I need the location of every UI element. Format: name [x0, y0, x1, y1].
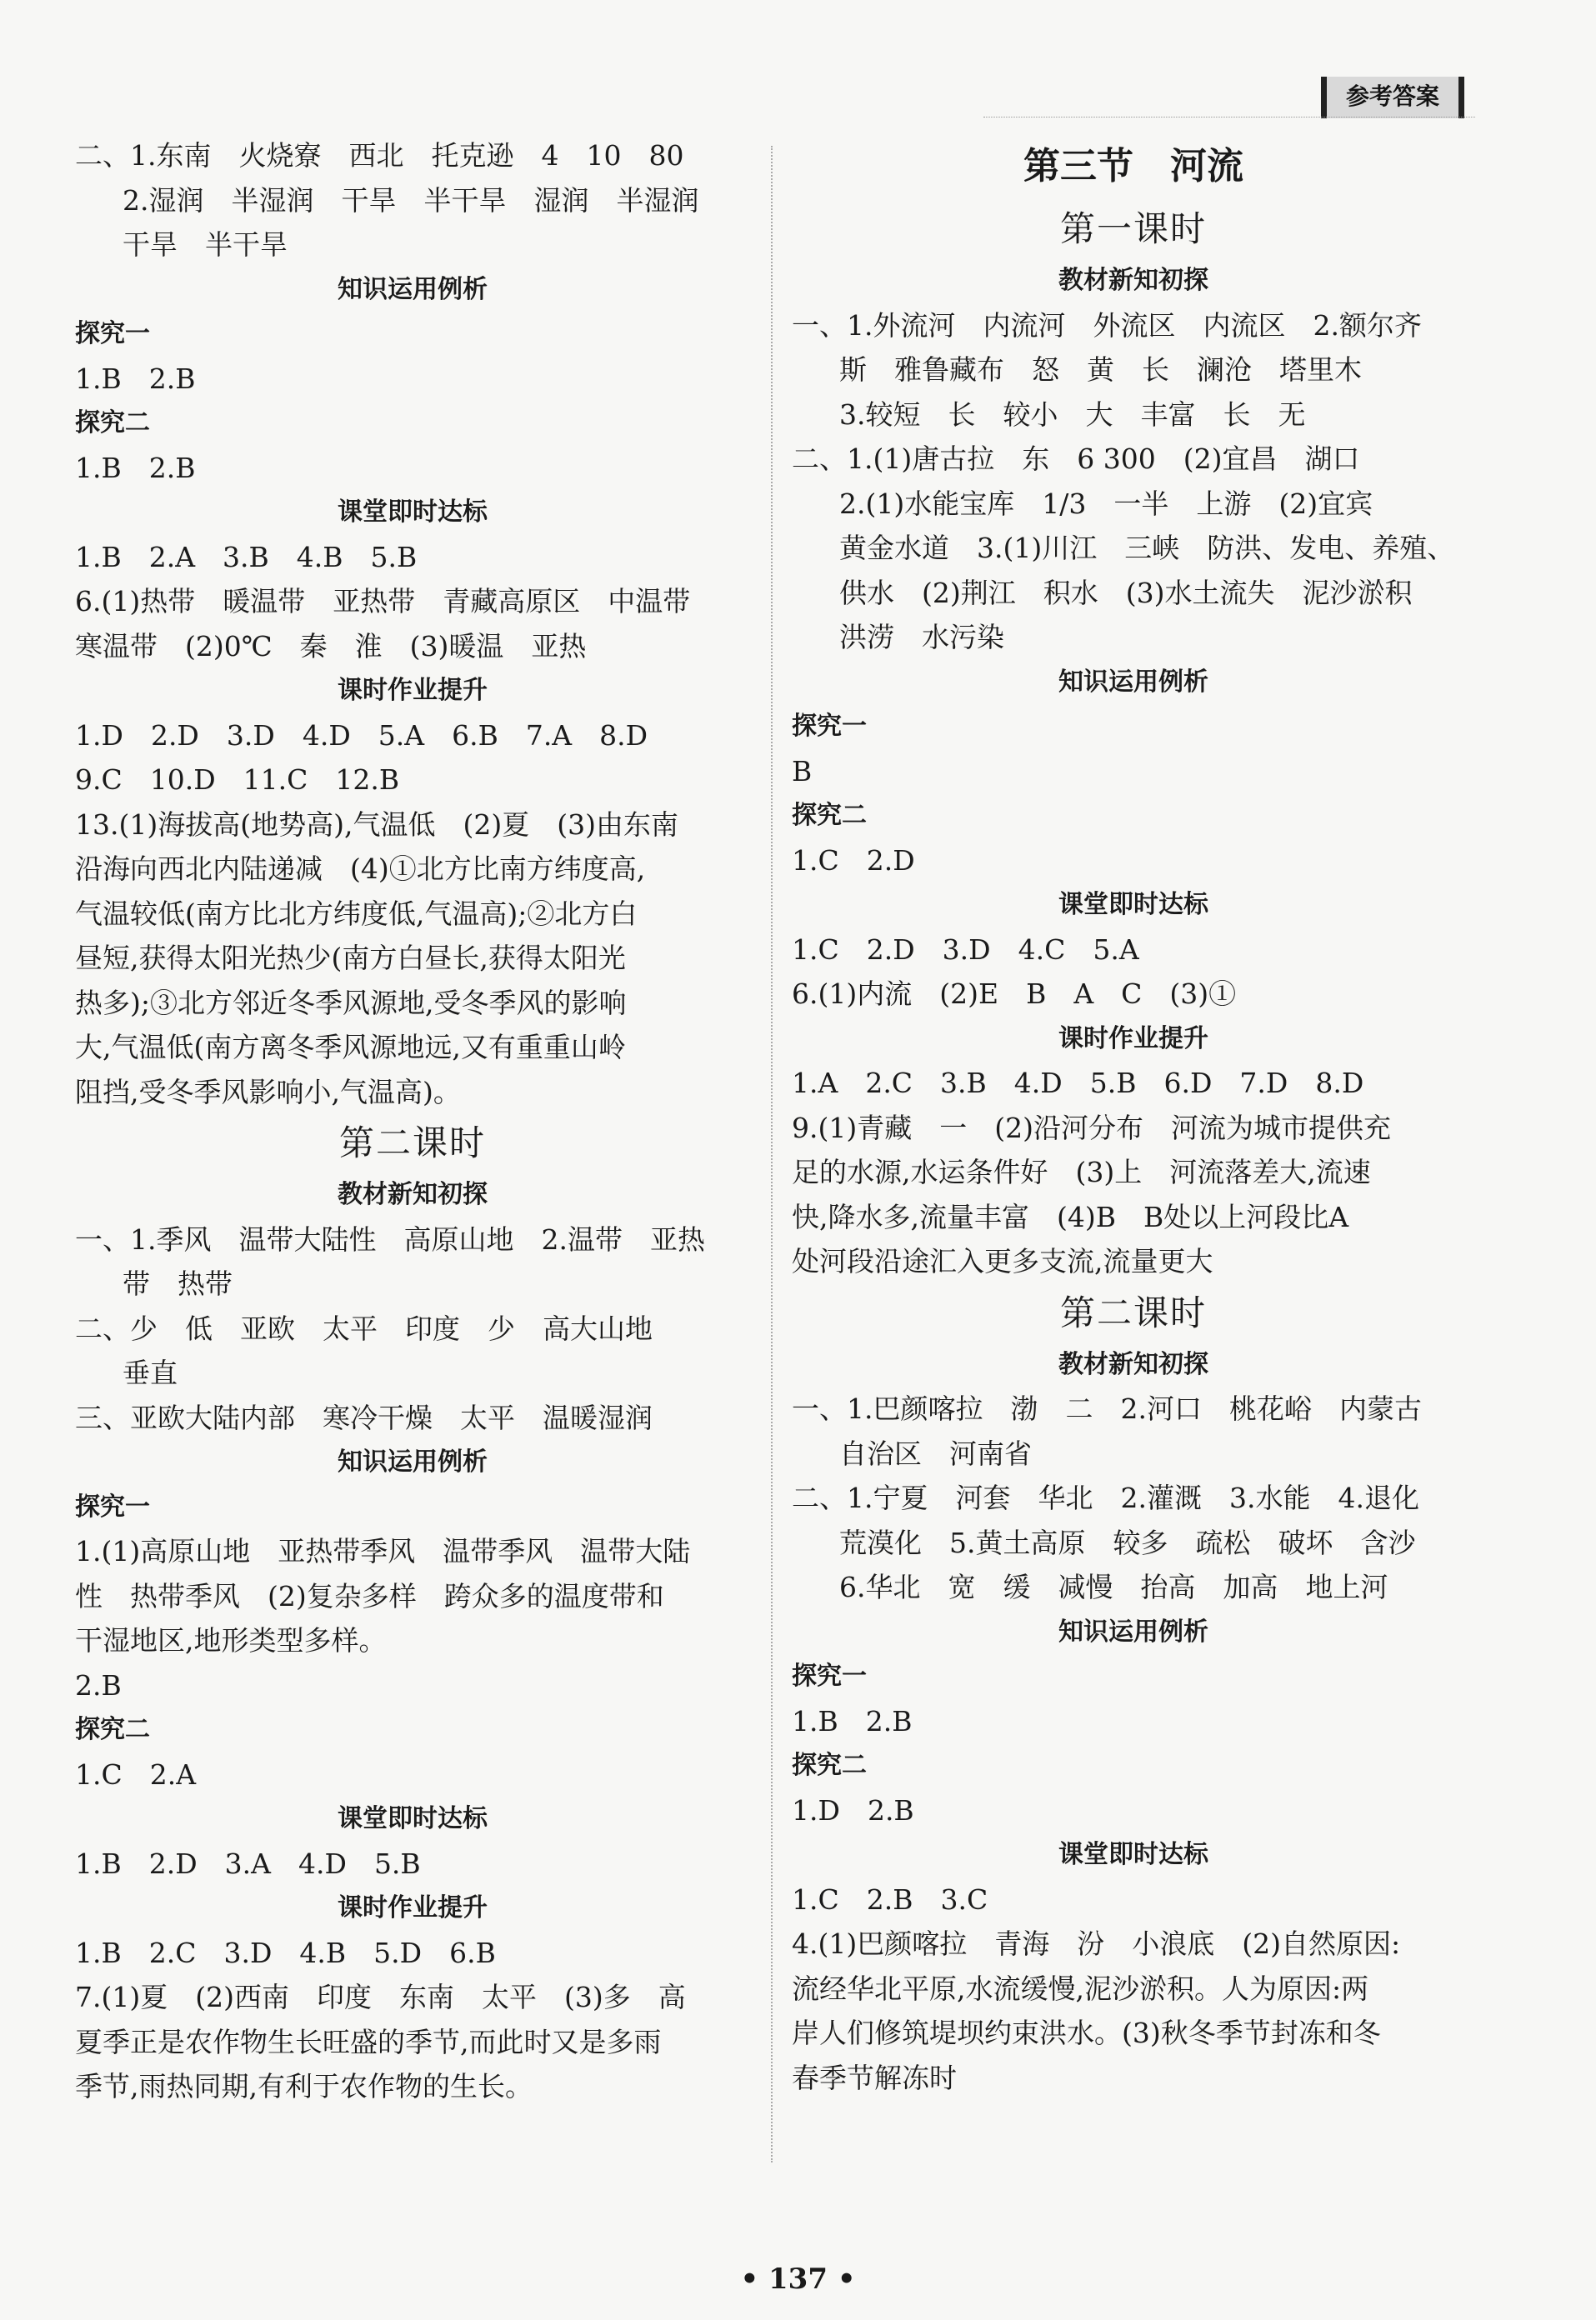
answer-line: 7.(1)夏 (2)西南 印度 东南 太平 (3)多 高	[75, 1981, 686, 2013]
answer-line: 处河段沿途汇入更多支流,流量更大	[792, 1245, 1213, 1278]
column-divider	[771, 146, 773, 2162]
answer-line: 春季节解冻时	[792, 2061, 957, 2094]
answer-line: 4.(1)巴颜喀拉 青海 汾 小浪底 (2)自然原因:	[792, 1928, 1401, 1960]
left-column	[75, 133, 750, 2109]
answer-line: 气温较低(南方比北方纬度低,气温高);②北方白	[75, 897, 638, 930]
subsection-heading: 课堂即时达标	[1058, 1840, 1208, 1869]
subsection-heading: 教材新知初探	[1058, 266, 1208, 295]
answer-line: 流经华北平原,水流缓慢,泥沙淤积。人为原因:两	[792, 1972, 1369, 2005]
inquiry-heading: 探究一	[75, 319, 150, 348]
answer-line: 1.D 2.D 3.D 4.D 5.A 6.B 7.A 8.D	[75, 718, 648, 752]
subsection-heading: 课堂即时达标	[338, 498, 488, 527]
answer-line: 季节,雨热同期,有利于农作物的生长。	[75, 2070, 533, 2102]
subsection-heading: 课堂即时达标	[338, 1804, 488, 1833]
answer-line: 1.B 2.B	[75, 451, 196, 484]
answer-line-continued: 带 热带	[123, 1268, 233, 1300]
inquiry-heading: 探究一	[792, 1662, 867, 1691]
inquiry-heading: 探究二	[75, 1715, 150, 1744]
answer-line: 13.(1)海拔高(地势高),气温低 (2)夏 (3)由东南	[75, 808, 678, 841]
answer-line: 1.B 2.A 3.B 4.B 5.B	[75, 540, 418, 573]
answer-line: 1.C 2.D	[792, 843, 915, 877]
subsection-heading: 知识运用例析	[1058, 1617, 1208, 1647]
answer-line: 足的水源,水运条件好 (3)上 河流落差大,流速	[792, 1156, 1371, 1188]
answer-line: 快,降水多,流量丰富 (4)B B处以上河段比A	[792, 1200, 1349, 1233]
answer-line: 三、亚欧大陆内部 寒冷干燥 太平 温暖湿润	[75, 1401, 653, 1434]
answer-line: 1.C 2.A	[75, 1758, 197, 1791]
answer-line-continued: 自治区 河南省	[839, 1437, 1032, 1470]
lesson-heading: 第二课时	[338, 1122, 486, 1163]
answer-line: 6.(1)热带 暖温带 亚热带 青藏高原区 中温带	[75, 585, 691, 618]
subsection-heading: 课时作业提升	[338, 1893, 488, 1922]
inquiry-heading: 探究一	[792, 712, 867, 741]
answer-line: 1.B 2.B	[792, 1704, 913, 1738]
inquiry-heading: 探究二	[792, 1751, 867, 1780]
answer-line: 9.C 10.D 11.C 12.B	[75, 763, 400, 796]
answer-line-continued: 供水 (2)荆江 积水 (3)水土流失 泥沙淤积	[839, 576, 1413, 609]
answer-line: 1.A 2.C 3.B 4.D 5.B 6.D 7.D 8.D	[792, 1067, 1364, 1099]
subsection-heading: 知识运用例析	[338, 274, 488, 304]
answer-line: 寒温带 (2)0℃ 秦 淮 (3)暖温 亚热	[75, 629, 587, 662]
answer-key-tag: 参考答案	[1321, 77, 1464, 118]
answer-line: 2.B	[75, 1668, 122, 1702]
answer-line: 一、1.季风 温带大陆性 高原山地 2.温带 亚热	[75, 1222, 705, 1256]
answer-line-continued: 干旱 半干旱	[123, 228, 288, 261]
answer-line-continued: 斯 雅鲁藏布 怒 黄 长 澜沧 塔里木	[839, 353, 1362, 386]
section-heading: 第三节 河流	[1023, 145, 1243, 188]
answer-line: 阻挡,受冬季风影响小,气温高)。	[75, 1075, 461, 1108]
answer-line: 一、1.巴颜喀拉 渤 二 2.河口 桃花峪 内蒙古	[792, 1392, 1422, 1425]
answer-line: 性 热带季风 (2)复杂多样 跨众多的温度带和	[75, 1579, 664, 1612]
lesson-heading: 第一课时	[1059, 208, 1207, 249]
right-column	[792, 133, 1475, 2100]
answer-line: 1.C 2.D 3.D 4.C 5.A	[792, 932, 1139, 966]
answer-line: 9.(1)青藏 一 (2)沿河分布 河流为城市提供充	[792, 1111, 1391, 1144]
subsection-heading: 知识运用例析	[1058, 667, 1208, 697]
inquiry-heading: 探究一	[75, 1492, 150, 1522]
answer-line: 1.D 2.B	[792, 1793, 914, 1827]
subsection-heading: 课堂即时达标	[1058, 890, 1208, 919]
subsection-heading: 教材新知初探	[1058, 1349, 1208, 1379]
answer-line: 二、少 低 亚欧 太平 印度 少 高大山地	[75, 1312, 653, 1345]
subsection-heading: 课时作业提升	[338, 676, 488, 705]
answer-line: 二、1.东南 火烧寮 西北 托克逊 4 10 80	[75, 139, 684, 172]
answer-line-continued: 6.华北 宽 缓 减慢 抬高 加高 地上河	[839, 1571, 1388, 1603]
subsection-heading: 课时作业提升	[1058, 1023, 1208, 1053]
answer-line: 沿海向西北内陆递减 (4)①北方比南方纬度高,	[75, 852, 646, 885]
answer-line: B	[792, 754, 813, 788]
answer-line-continued: 垂直	[123, 1357, 178, 1389]
answer-line-continued: 2.湿润 半湿润 干旱 半干旱 湿润 半湿润	[123, 183, 699, 217]
answer-line: 大,气温低(南方离冬季风源地远,又有重重山岭	[75, 1031, 626, 1063]
answer-line-continued: 洪涝 水污染	[839, 621, 1004, 653]
answer-line: 干湿地区,地形类型多样。	[75, 1624, 387, 1657]
answer-line-continued: 3.较短 长 较小 大 丰富 长 无	[839, 398, 1306, 431]
answer-line: 6.(1)内流 (2)E B A C (3)①	[792, 978, 1237, 1010]
answer-line: 1.B 2.D 3.A 4.D 5.B	[75, 1847, 421, 1880]
answer-line: 夏季正是农作物生长旺盛的季节,而此时又是多雨	[75, 2025, 662, 2058]
answer-line: 岸人们修筑堤坝约束洪水。(3)秋冬季节封冻和冬	[792, 2017, 1381, 2049]
inquiry-heading: 探究二	[75, 408, 150, 438]
answer-line-continued: 黄金水道 3.(1)川江 三峡 防洪、发电、养殖、	[839, 532, 1455, 564]
answer-line: 1.B 2.C 3.D 4.B 5.D 6.B	[75, 1936, 496, 1969]
header-rule	[983, 117, 1475, 118]
answer-line-continued: 2.(1)水能宝库 1/3 一半 上游 (2)宜宾	[839, 487, 1373, 520]
answer-line: 1.B 2.B	[75, 362, 196, 395]
answer-line: 昼短,获得太阳光热少(南方白昼长,获得太阳光	[75, 942, 626, 974]
answer-line: 二、1.(1)唐古拉 东 6 300 (2)宜昌 湖口	[792, 442, 1360, 475]
answer-line: 一、1.外流河 内流河 外流区 内流区 2.额尔齐	[792, 308, 1422, 342]
answer-line: 热多);③北方邻近冬季风源地,受冬季风的影响	[75, 986, 627, 1019]
answer-line-continued: 荒漠化 5.黄土高原 较多 疏松 破坏 含沙	[839, 1526, 1416, 1559]
lesson-heading: 第二课时	[1059, 1292, 1207, 1333]
answer-line: 1.C 2.B 3.C	[792, 1882, 988, 1916]
inquiry-heading: 探究二	[792, 801, 867, 830]
answer-line: 二、1.宁夏 河套 华北 2.灌溉 3.水能 4.退化	[792, 1482, 1419, 1514]
answer-line: 1.(1)高原山地 亚热带季风 温带季风 温带大陆	[75, 1535, 691, 1568]
subsection-heading: 教材新知初探	[338, 1180, 488, 1209]
page-number: • 137 •	[740, 2262, 856, 2296]
subsection-heading: 知识运用例析	[338, 1448, 488, 1477]
